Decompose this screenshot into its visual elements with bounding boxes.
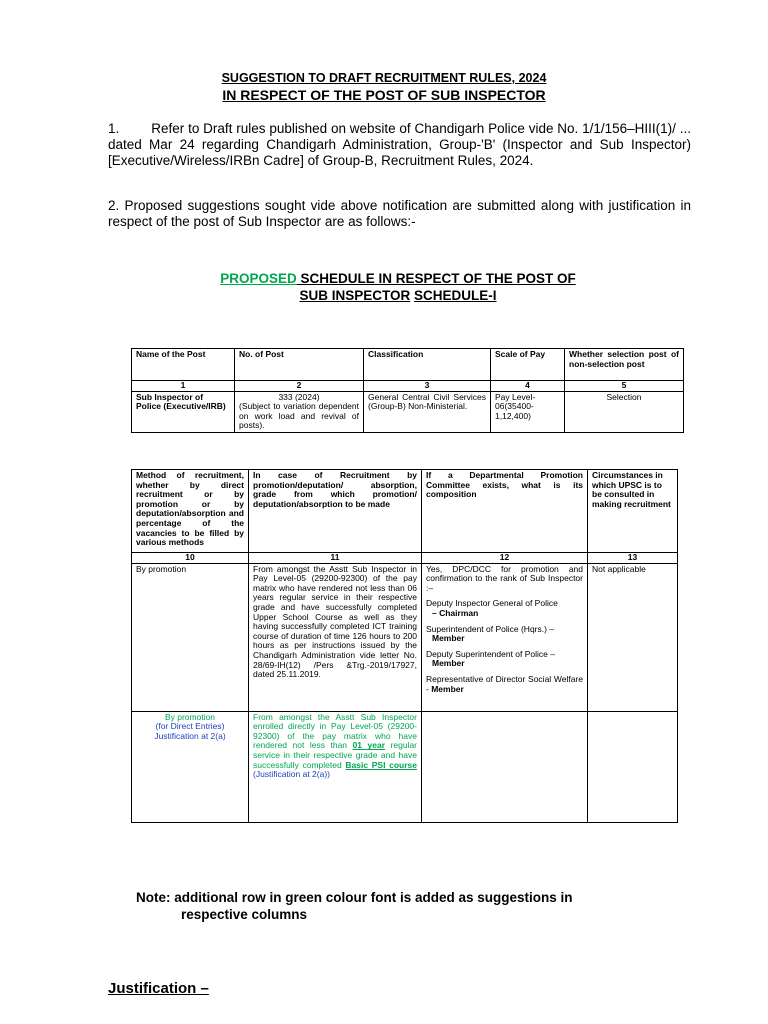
dpc-member-3-role: Member [432, 658, 465, 669]
number-of-posts-cell [235, 391, 364, 432]
dpc-member-2-title: Superintendent of Police (Hqrs.) – [426, 623, 555, 634]
note-label: Note: [136, 890, 171, 905]
suggested-grade-part1: From amongst the Asstt Sub Inspector enrolled directly in Pay Level-05 (29200- 92300) of the pay matrix who have rendered not less than [253, 711, 417, 751]
schedule-heading-line1 [0, 270, 768, 287]
dpc-member-1-title: Deputy Inspector General of Police [426, 598, 558, 609]
suggested-course-name: Basic PSI course [345, 759, 417, 770]
dpc-member-4-title: Representative of Director Social Welfare - [426, 673, 583, 694]
note-line1: additional row in green colour font is added as suggestions in [170, 890, 573, 905]
justification-heading: Justification – [108, 980, 209, 997]
schedule-heading-rest: SCHEDULE IN RESPECT OF THE POST OF [296, 271, 576, 286]
paragraph-1-text: Refer to Draft rules published on website of Chandigarh Police vide No. 1/1/156–HIII(1)/ ... dated Mar 24 regarding Chandigarh Administration, Group-'B' (Inspector and Sub Inspector) [Executive/Wireless/IRBn Cadre] of Group-B, Recruitment Rules, 2024. [108, 121, 691, 168]
table-row [132, 391, 684, 432]
note-paragraph [136, 889, 676, 923]
schedule-heading-line2 [0, 287, 768, 304]
suggested-method-cell [132, 711, 249, 822]
table-header-cell: In case of Recruitment by promotion/deputation/ absorption, grade from which promotion/ deputation/absorption to be made [249, 470, 422, 553]
dpc-member-2 [426, 625, 583, 644]
dpc-composition-cell [422, 563, 588, 711]
column-number: 12 [422, 553, 588, 564]
dpc-member-4-role: Member [431, 683, 464, 694]
paragraph-1 [108, 121, 691, 169]
table-header-cell: No. of Post [235, 349, 364, 381]
dpc-member-3-title: Deputy Superintendent of Police – [426, 648, 556, 659]
suggested-method-line3: Justification at 2(a) [154, 730, 226, 741]
suggested-method-line2: (for Direct Entries) [155, 721, 225, 732]
posts-note: (Subject to variation dependent on work load and revival of posts). [239, 401, 359, 431]
schedule-table-1 [131, 348, 684, 433]
suggested-dpc-cell [422, 711, 588, 822]
table-row-suggested [132, 711, 678, 822]
table-row [132, 563, 678, 711]
column-number: 3 [364, 381, 491, 392]
document-title-line1: SUGGESTION TO DRAFT RECRUITMENT RULES, 2024 [221, 71, 547, 85]
selection-cell: Selection [565, 391, 684, 432]
table-header-row [132, 349, 684, 381]
suggested-method-line1: By promotion [164, 711, 216, 722]
dpc-member-3 [426, 650, 583, 669]
table-number-row [132, 553, 678, 564]
method-cell: By promotion [132, 563, 249, 711]
table-header-cell: Method of recruitment, whether by direct recruitment or by promotion or by deputation/absorption and percentage of the vacancies to be filled by various methods [132, 470, 249, 553]
column-number: 5 [565, 381, 684, 392]
dpc-member-1 [426, 599, 583, 618]
paragraph-1-number: 1. [108, 121, 120, 136]
suggested-upsc-cell [588, 711, 678, 822]
post-name-cell: Sub Inspector of Police (Executive/IRB) [132, 391, 235, 432]
suggested-service-period: 01 year [352, 740, 386, 751]
table-header-row [132, 470, 678, 553]
column-number: 11 [249, 553, 422, 564]
suggested-grade-part2: regular service in their respective grade and have successfully completed [253, 740, 418, 770]
document-title-line2: IN RESPECT OF THE POST OF SUB INSPECTOR [222, 87, 546, 103]
column-number: 2 [235, 381, 364, 392]
table-header-cell: Classification [364, 349, 491, 381]
table-header-cell: Scale of Pay [491, 349, 565, 381]
dpc-member-4 [426, 675, 583, 694]
dpc-member-1-role: – Chairman [432, 607, 479, 618]
schedule-table-2 [131, 469, 678, 823]
table-header-cell: Whether selection post of non-selection post [565, 349, 684, 381]
proposed-word: PROPOSED [220, 271, 297, 286]
table-header-cell: If a Departmental Promotion Committee exists, what is its composition [422, 470, 588, 553]
grade-cell: From amongst the Asstt Sub Inspector in Pay Level-05 (29200-92300) of the pay matrix who have rendered not less than 06 years regular service in their respective grade and have successfully completed Upper School Course as well as they having successfully completed ICT training course of duration of time 126 hours to 200 hours as per instructions issued by the Chandigarh Administration vide letter No. 28/69-IH(12) /Pers &Trg.-2019/17927, dated 25.11.2019. [249, 563, 422, 711]
table-header-cell: Circumstances in which UPSC is to be consulted in making recruitment [588, 470, 678, 553]
suggested-justification-ref: (Justification at 2(a)) [253, 769, 330, 780]
column-number: 1 [132, 381, 235, 392]
schedule-post-name: SUB INSPECTOR [299, 288, 411, 303]
scale-of-pay-cell: Pay Level-06(35400-1,12,400) [491, 391, 565, 432]
schedule-number: SCHEDULE-I [414, 288, 497, 303]
posts-count: 333 (2024) [278, 391, 320, 402]
suggested-grade-cell [249, 711, 422, 822]
dpc-member-2-role: Member [432, 633, 465, 644]
classification-cell: General Central Civil Services (Group-B) Non-Ministerial. [364, 391, 491, 432]
dpc-intro: Yes, DPC/DCC for promotion and confirmation to the rank of Sub Inspector :– [426, 563, 583, 593]
table-header-cell: Name of the Post [132, 349, 235, 381]
column-number: 13 [588, 553, 678, 564]
paragraph-2: 2. Proposed suggestions sought vide above notification are submitted along with justification in respect of the post of Sub Inspector are as follows:- [108, 198, 691, 229]
table-number-row [132, 381, 684, 392]
column-number: 10 [132, 553, 249, 564]
note-line2: respective columns [181, 907, 308, 922]
upsc-cell: Not applicable [588, 563, 678, 711]
column-number: 4 [491, 381, 565, 392]
